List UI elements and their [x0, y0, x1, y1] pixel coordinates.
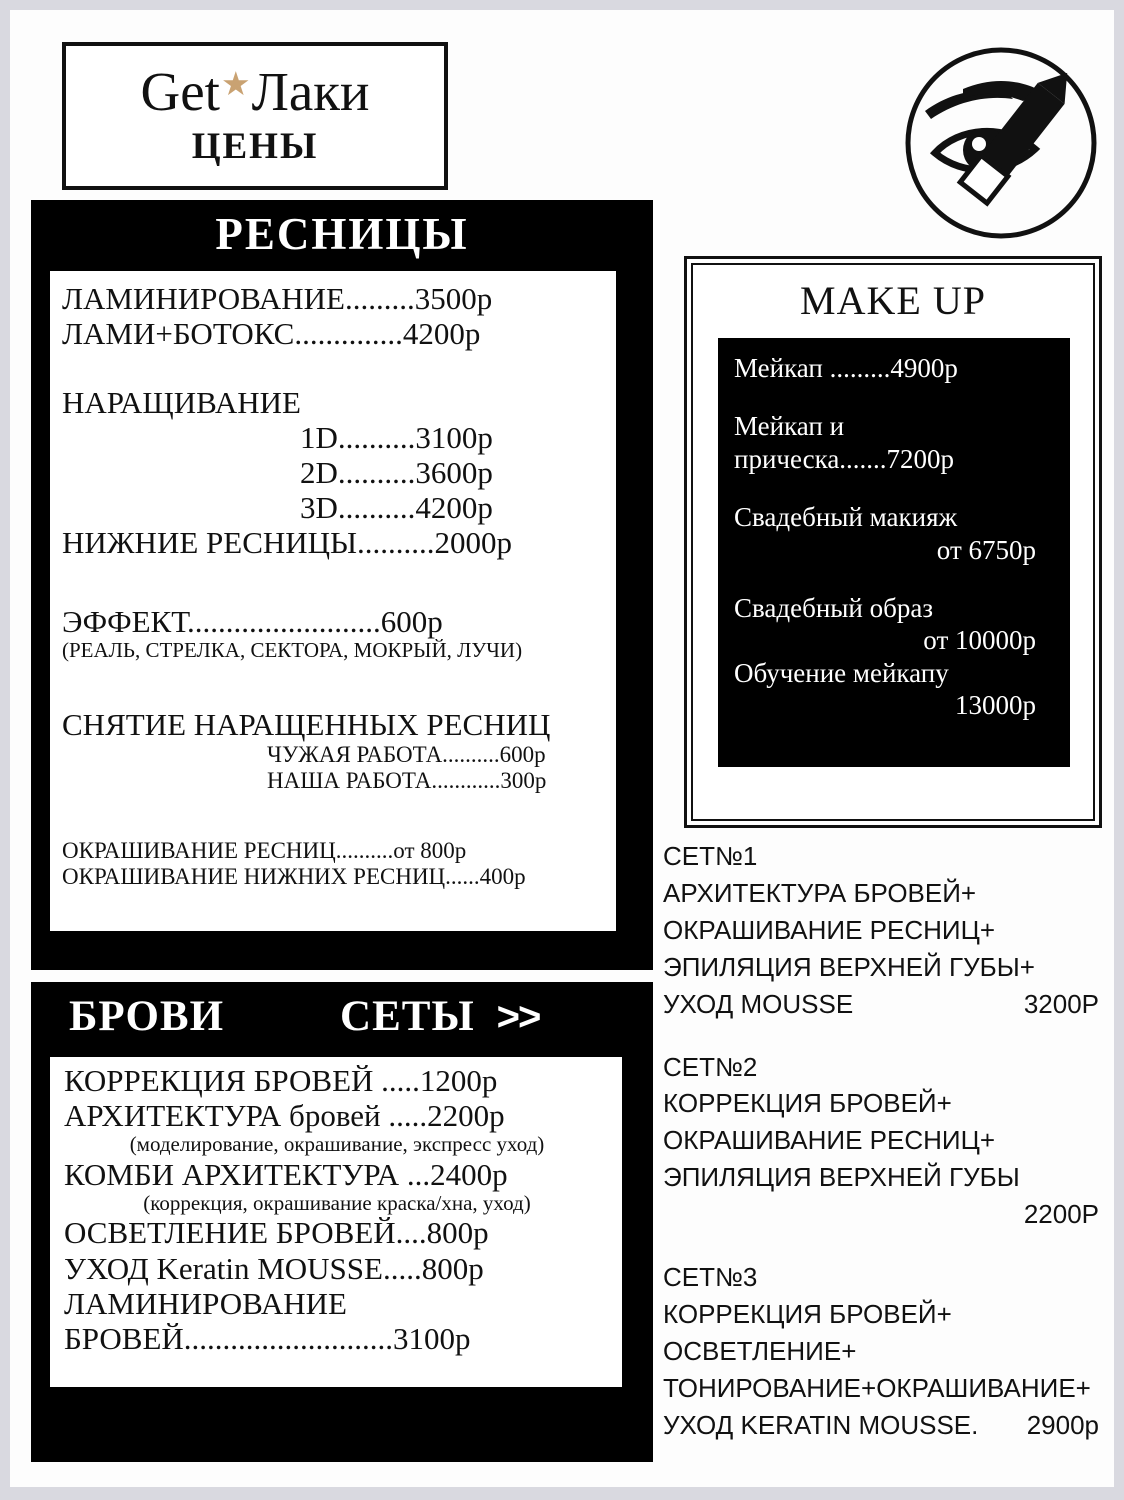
set-item	[663, 1049, 1111, 1234]
set-component: КОРРЕКЦИЯ БРОВЕЙ+	[663, 1088, 952, 1119]
price-line: КОМБИ АРХИТЕКТУРА ...2400р	[64, 1156, 508, 1192]
logo-subtitle: ЦЕНЫ	[191, 126, 319, 167]
set-component: УХОД KERATIN MOUSSE.	[663, 1409, 979, 1440]
price-line: Мейкап .........4900р	[734, 353, 958, 383]
price-line: БРОВЕЙ...........................3100р	[64, 1320, 471, 1356]
set-component: ОКРАШИВАНИЕ РЕСНИЦ+	[663, 1125, 996, 1156]
lashes-price-list	[50, 271, 616, 931]
brand-name	[140, 61, 370, 122]
price-line: от 10000р	[923, 625, 1036, 656]
brows-panel-header	[31, 982, 653, 1041]
set-footer	[663, 1407, 1111, 1444]
price-line: ЧУЖАЯ РАБОТА..........600р	[267, 741, 546, 767]
spacer	[734, 475, 1060, 501]
sets-list	[663, 838, 1111, 1470]
price-line: ОКРАШИВАНИЕ НИЖНИХ РЕСНИЦ......400р	[62, 863, 526, 889]
sets-label: СЕТЫ	[340, 993, 475, 1040]
price-line: Мейкап и	[734, 411, 845, 442]
set-component: УХОД MOUSSE	[663, 988, 854, 1019]
spacer	[62, 663, 608, 707]
price-line: 2D..........3600р	[300, 455, 493, 491]
price-line: Свадебный образ	[734, 592, 934, 623]
brows-price-list	[50, 1057, 622, 1387]
set-component: ЭПИЛЯЦИЯ ВЕРХНЕЙ ГУБЫ	[663, 1162, 1020, 1193]
spacer	[62, 560, 608, 604]
spacer	[62, 794, 608, 838]
set-price: 2200Р	[1023, 1199, 1099, 1230]
price-line: ОКРАШИВАНИЕ РЕСНИЦ..........от 800р	[62, 837, 467, 863]
price-note: (моделирование, окрашивание, экспресс уход)	[129, 1132, 545, 1157]
price-line: НИЖНИЕ РЕСНИЦЫ..........2000р	[62, 525, 513, 561]
price-note: (РЕАЛЬ, СТРЕЛКА, СЕКТОРА, МОКРЫЙ, ЛУЧИ)	[62, 638, 523, 663]
makeup-price-list	[718, 338, 1070, 767]
price-line: 1D..........3100р	[300, 420, 493, 456]
price-list-page	[10, 10, 1114, 1487]
set-name: СЕТ№1	[663, 841, 758, 871]
set-component: ЭПИЛЯЦИЯ ВЕРХНЕЙ ГУБЫ+	[663, 951, 1035, 982]
set-price: 2900р	[1026, 1409, 1099, 1440]
price-line: ОСВЕТЛЕНИЕ БРОВЕЙ....800р	[64, 1215, 489, 1251]
price-line: НАША РАБОТА............300р	[267, 767, 547, 793]
spacer	[62, 351, 608, 385]
price-line: прическа.......7200р	[734, 443, 955, 474]
price-line: от 6750р	[936, 534, 1036, 565]
set-component: ОСВЕТЛЕНИЕ+	[663, 1335, 857, 1366]
set-item	[663, 838, 1111, 1023]
set-name: СЕТ№3	[663, 1262, 758, 1293]
price-line: ЛАМИНИРОВАНИЕ.........3500р	[62, 281, 493, 316]
logo-box	[62, 42, 448, 190]
price-line: НАРАЩИВАНИЕ	[62, 385, 301, 421]
spacer	[734, 566, 1060, 592]
set-name: СЕТ№2	[663, 1051, 758, 1082]
eye-brow-pencil-emblem-icon	[901, 43, 1101, 243]
chevron-right-icon: >>	[496, 995, 540, 1039]
brand-name-right: Лаки	[251, 61, 370, 122]
price-line: СНЯТИЕ НАРАЩЕННЫХ РЕСНИЦ	[62, 706, 551, 742]
price-line: 13000р	[955, 690, 1036, 721]
brand-name-left: Get	[140, 61, 220, 122]
price-line: Обучение мейкапу	[734, 657, 949, 688]
star-icon: ★	[220, 67, 251, 103]
price-line: АРХИТЕКТУРА бровей .....2200р	[64, 1098, 505, 1134]
set-component: ТОНИРОВАНИЕ+ОКРАШИВАНИЕ+	[663, 1372, 1091, 1403]
price-line: ЛАМИ+БОТОКС..............4200р	[62, 316, 481, 352]
lashes-panel	[31, 200, 653, 970]
lashes-panel-title: РЕСНИЦЫ	[215, 209, 469, 259]
set-price: 3200Р	[1023, 988, 1099, 1019]
price-line: 3D..........4200р	[300, 490, 493, 526]
makeup-panel	[684, 256, 1102, 828]
set-component: АРХИТЕКТУРА БРОВЕЙ+	[663, 877, 977, 908]
price-line: УХОД Keratin MOUSSE.....800р	[64, 1250, 484, 1286]
makeup-panel-title: MAKE UP	[800, 278, 986, 323]
spacer	[734, 384, 1060, 410]
brows-panel	[31, 982, 653, 1462]
price-line: ЭФФЕКТ.........................600р	[62, 604, 443, 640]
set-component: ОКРАШИВАНИЕ РЕСНИЦ+	[663, 914, 996, 945]
price-line: КОРРЕКЦИЯ БРОВЕЙ .....1200р	[64, 1063, 498, 1098]
price-line: Свадебный макияж	[734, 502, 958, 533]
set-component: КОРРЕКЦИЯ БРОВЕЙ+	[663, 1298, 952, 1329]
price-note: (коррекция, окрашивание краска/хна, уход)	[143, 1190, 531, 1215]
brows-panel-title: БРОВИ	[69, 993, 225, 1040]
price-line: ЛАМИНИРОВАНИЕ	[64, 1285, 347, 1321]
set-footer	[663, 986, 1111, 1023]
set-item	[663, 1259, 1111, 1444]
